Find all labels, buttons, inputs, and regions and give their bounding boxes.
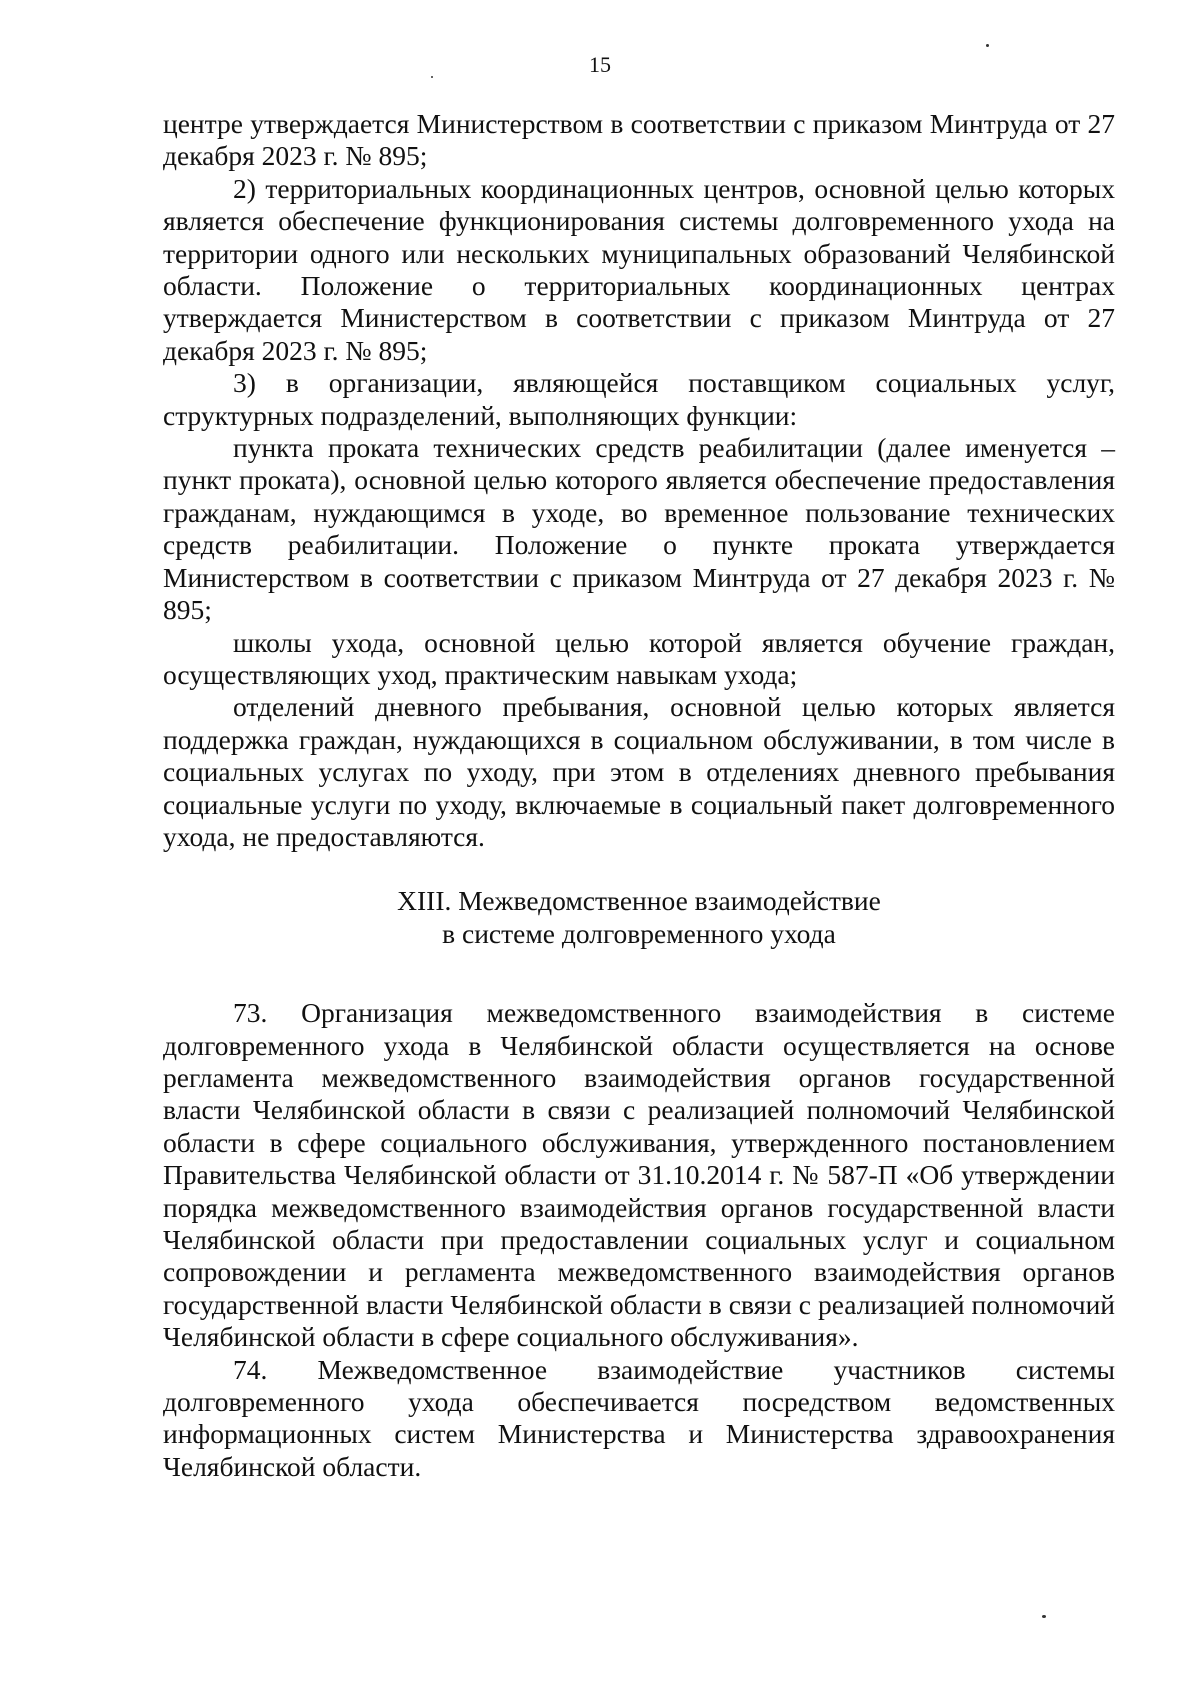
scan-speck	[431, 76, 433, 78]
paragraph: центре утверждается Министерством в соответствии с приказом Минтруда от 27 декабря 2023 г. № 895;	[163, 108, 1115, 172]
page-number: 15	[589, 52, 611, 77]
scan-speck	[986, 44, 989, 47]
paragraph: 73. Организация межведомственного взаимодействия в системе долговременного ухода в Челябинской области осуществляется на основе регламента межведомственного взаимодействия органов государственной власти Челябинской области в связи с реализацией полномочий Челябинской области в сфере социального обслуживания, утвержденного постановлением Правительства Челябинской области от 31.10.2014 г. № 587-П «Об утверждении порядка межведомственного взаимодействия органов государственной власти Челябинской области при предоставлении социальных услуг и социальном сопровождении и регламента межведомственного взаимодействия органов государственной власти Челябинской области в связи с реализацией полномочий Челябинской области в сфере социального обслуживания».	[163, 997, 1115, 1353]
scan-speck	[1042, 1615, 1046, 1618]
section-heading-line-1: XIII. Межведомственное взаимодействие	[397, 885, 881, 917]
paragraphs-before-heading	[163, 108, 1115, 853]
paragraphs-after-heading	[163, 997, 1115, 1483]
document-body	[163, 108, 1115, 1483]
paragraph: школы ухода, основной целью которой является обучение граждан, осуществляющих уход, практическим навыкам ухода;	[163, 626, 1115, 690]
paragraph: пункта проката технических средств реабилитации (далее именуется – пункт проката), основной целью которого является обеспечение предоставления гражданам, нуждающимся в уходе, во временное пользование технических средств реабилитации. Положение о пункте проката утверждается Министерством в соответствии с приказом Минтруда от 27 декабря 2023 г. № 895;	[163, 432, 1115, 626]
section-heading	[163, 885, 1115, 950]
paragraph: отделений дневного пребывания, основной целью которых является поддержка граждан, нуждающихся в социальном обслуживании, в том числе в социальных услугах по уходу, при этом в отделениях дневного пребывания социальные услуги по уходу, включаемые в социальный пакет долговременного ухода, не предоставляются.	[163, 691, 1115, 852]
paragraph: 3) в организации, являющейся поставщиком социальных услуг, структурных подразделений, выполняющих функции:	[163, 367, 1115, 431]
section-heading-line-2: в системе долговременного ухода	[442, 917, 836, 949]
paragraph: 2) территориальных координационных центров, основной целью которых является обеспечение функционирования системы долговременного ухода на территории одного или нескольких муниципальных образований Челябинской области. Положение о территориальных координационных центрах утверждается Министерством в соответствии с приказом Минтруда от 27 декабря 2023 г. № 895;	[163, 172, 1115, 366]
paragraph: 74. Межведомственное взаимодействие участников системы долговременного ухода обеспечивается посредством ведомственных информационных систем Министерства и Министерства здравоохранения Челябинской области.	[163, 1353, 1115, 1482]
